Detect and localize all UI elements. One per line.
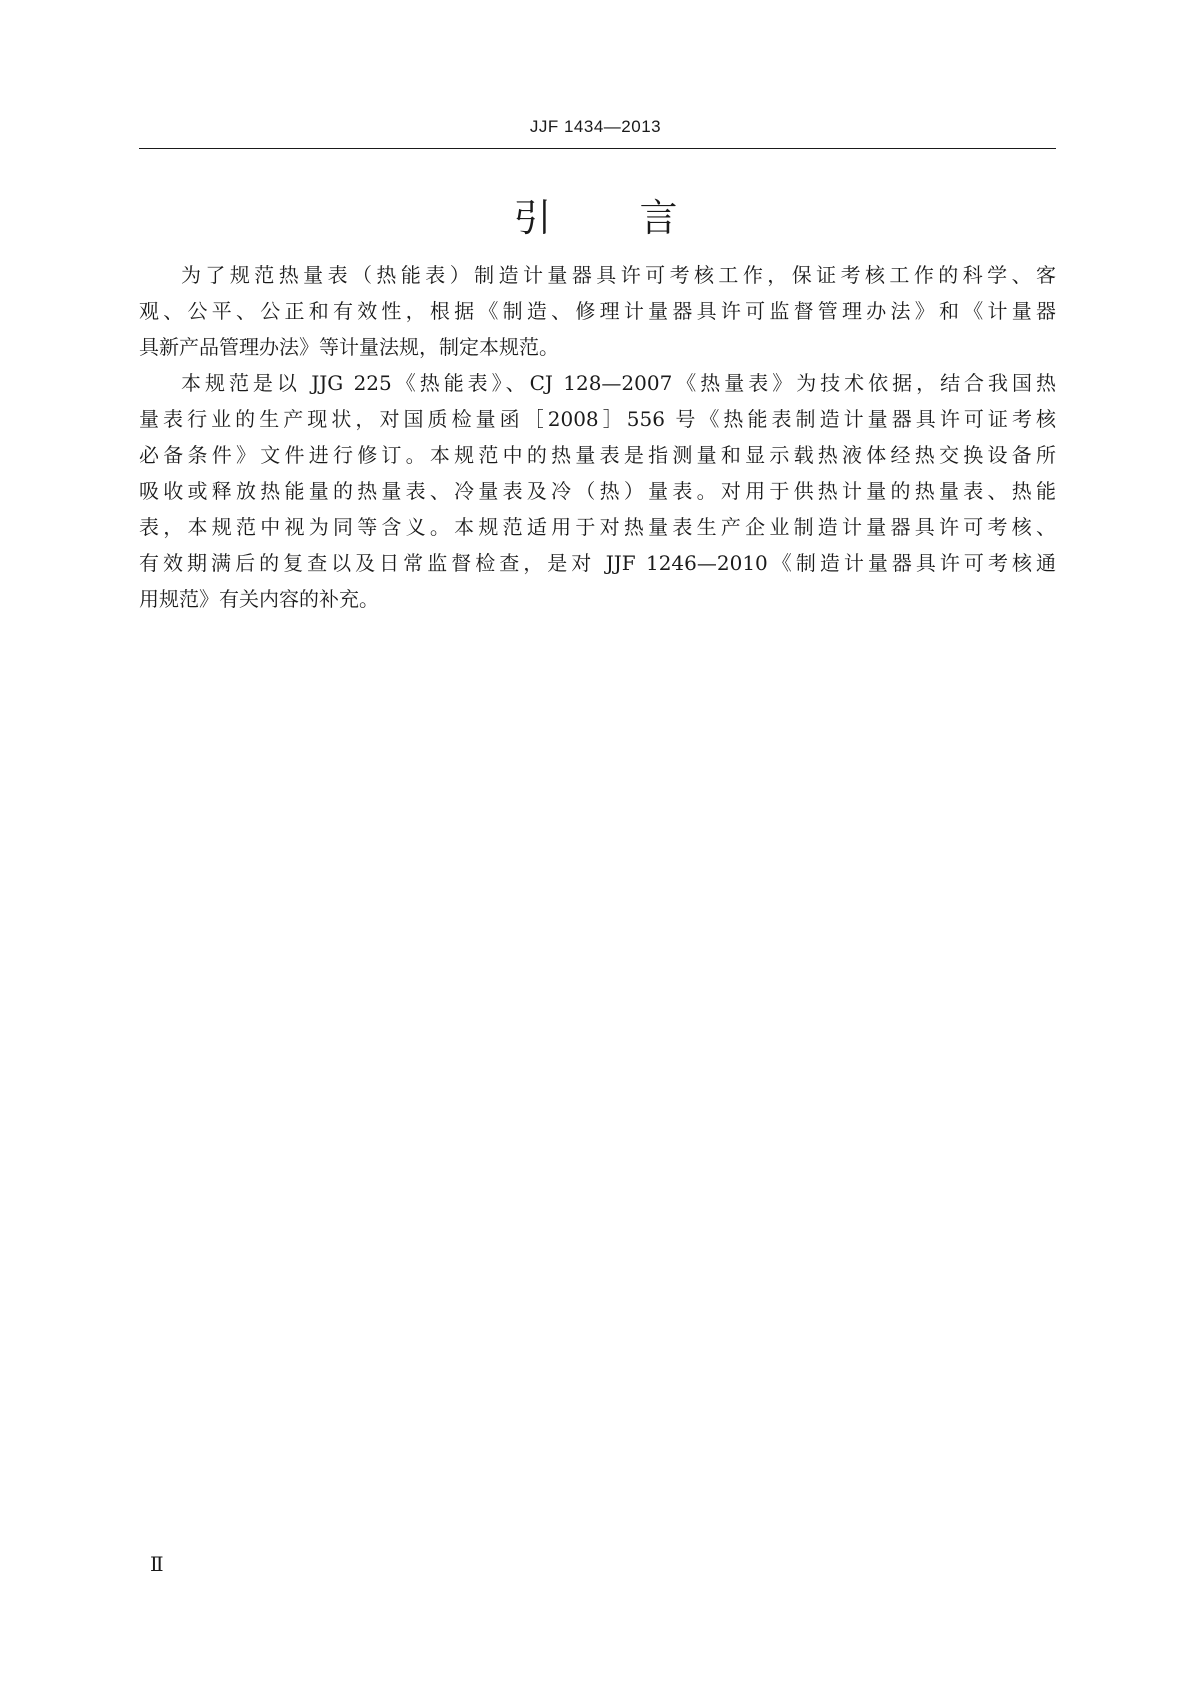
title-char-2: 言 [639, 196, 678, 240]
paragraph-line: 有效期满后的复查以及日常监督检查，是对 JJF 1246—2010《制造计量器具许可考核通 [139, 551, 1056, 575]
paragraph-line: 必备条件》文件进行修订。本规范中的热量表是指测量和显示载热液体经热交换设备所 [139, 443, 1056, 467]
paragraph-line: 为了规范热量表（热能表）制造计量器具许可考核工作，保证考核工作的科学、客 [181, 263, 1056, 287]
paragraph-line: 吸收或释放热能量的热量表、冷量表及冷（热）量表。对用于供热计量的热量表、热能 [139, 479, 1056, 503]
paragraph-line: 本规范是以 JJG 225《热能表》、CJ 128—2007《热量表》为技术依据，结合我国热 [181, 371, 1056, 395]
paragraph-line: 用规范》有关内容的补充。 [139, 587, 379, 611]
document-code-header: JJF 1434—2013 [529, 117, 662, 136]
paragraph-line: 观、公平、公正和有效性，根据《制造、修理计量器具许可监督管理办法》和《计量器 [139, 299, 1056, 323]
page-number: Ⅱ [150, 1552, 164, 1576]
page-title [0, 195, 1191, 241]
paragraph-line: 表，本规范中视为同等含义。本规范适用于对热量表生产企业制造计量器具许可考核、 [139, 515, 1056, 539]
title-char-1: 引 [513, 196, 552, 240]
header-rule [139, 148, 1056, 149]
paragraph-line: 具新产品管理办法》等计量法规，制定本规范。 [139, 335, 559, 359]
paragraph-line: 量表行业的生产现状，对国质检量函［2008］556 号《热能表制造计量器具许可证考核 [139, 407, 1056, 431]
